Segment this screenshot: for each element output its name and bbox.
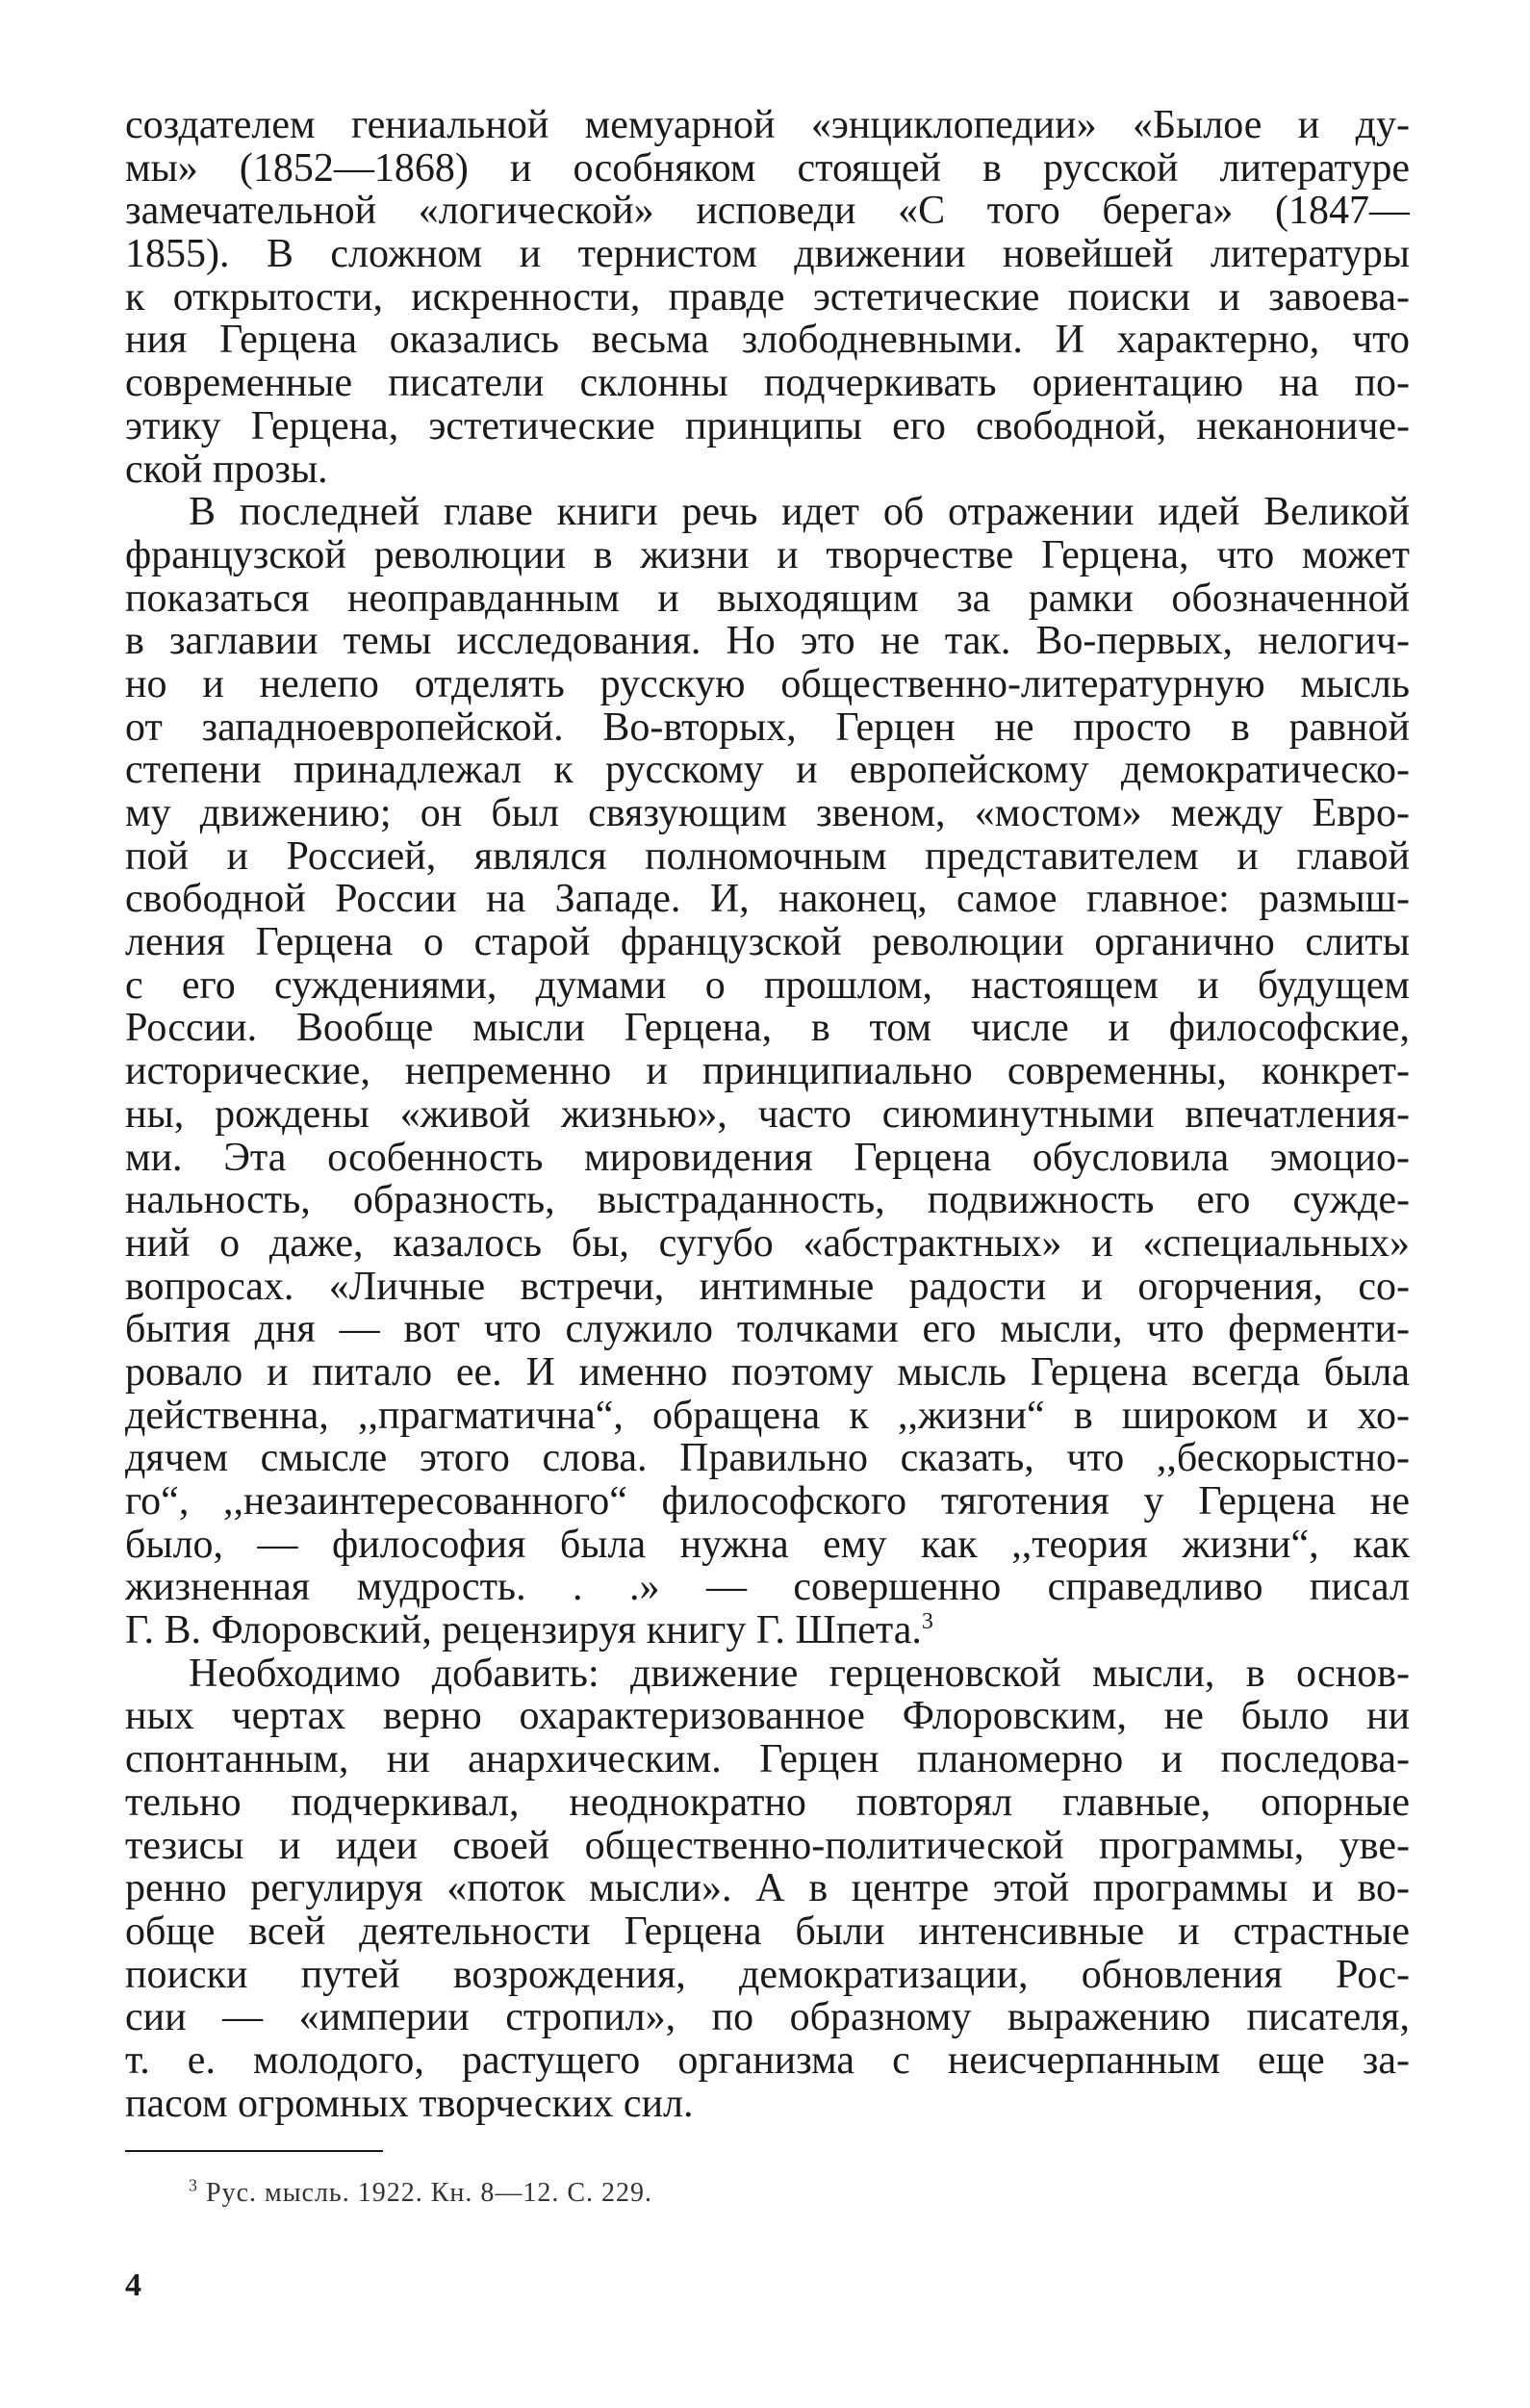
text-line: жизненная мудрость. . .» — совершенно справедливо писал bbox=[125, 1566, 1410, 1610]
text-line: степени принадлежал к русскому и европейскому демократическо- bbox=[125, 749, 1410, 792]
text-line: пой и Россией, являлся полномочным представителем и главой bbox=[125, 834, 1410, 879]
footnote-text: Рус. мысль. 1922. Кн. 8—12. С. 229. bbox=[206, 2178, 653, 2208]
text-line: ления Герцена о старой французской революции органично слиты bbox=[125, 921, 1410, 964]
footnote-reference[interactable]: 3 bbox=[921, 1609, 933, 1635]
page-number: 4 bbox=[125, 2267, 141, 2303]
text-line: 1855). В сложном и тернистом движении новейшей литературы bbox=[125, 233, 1410, 276]
text-line: му движению; он был связующим звеном, «мостом» между Евро- bbox=[125, 792, 1410, 835]
text-line: тельно подчеркивал, неоднократно повторял главные, опорные bbox=[125, 1780, 1410, 1825]
text-line: действенна, ,,прагматична“, обращена к ,,жизни“ в широком и хо- bbox=[125, 1394, 1410, 1438]
text-line: мы» (1852—1868) и особняком стоящей в русской литературе bbox=[125, 146, 1410, 191]
text-line: французской революции в жизни и творчестве Герцена, что может bbox=[125, 533, 1410, 577]
footnote-divider bbox=[125, 2150, 383, 2152]
text-line: показаться неоправданным и выходящим за рамки обозначенной bbox=[125, 576, 1410, 621]
text-line: ренно регулируя «поток мысли». А в центре этой программы и во- bbox=[125, 1867, 1410, 1910]
text-line: к открытости, искренности, правде эстетические поиски и завоева- bbox=[125, 275, 1410, 320]
text-line: поиски путей возрождения, демократизации, обновления Рос- bbox=[125, 1953, 1410, 1997]
text-line: ровало и питало ее. И именно поэтому мысль Герцена всегда была bbox=[125, 1350, 1410, 1395]
text-line: спонтанным, ни анархическим. Герцен планомерно и последова- bbox=[125, 1738, 1410, 1781]
text-line: ний о даже, казалось бы, сугубо «абстрактных» и «специальных» bbox=[125, 1221, 1410, 1266]
text-line: тезисы и идеи своей общественно-политической программы, уве- bbox=[125, 1824, 1410, 1868]
text-line: дячем смысле этого слова. Правильно сказать, что ,,бескорыстно- bbox=[125, 1437, 1410, 1480]
text-line: свободной России на Западе. И, наконец, самое главное: размыш- bbox=[125, 878, 1410, 922]
text-line: России. Вообще мысли Герцена, в том числе и философские, bbox=[125, 1007, 1410, 1051]
text-line: ской прозы. bbox=[125, 448, 328, 492]
text-line: т. е. молодого, растущего организма с неисчерпанным еще за- bbox=[125, 2038, 1410, 2083]
text-line-content: Г. В. Флоровский, рецензируя книгу Г. Шпета. bbox=[125, 1609, 922, 1652]
text-line: Необходимо добавить: движение герценовской мысли, в основ- bbox=[189, 1652, 1410, 1696]
text-line: сии — «империи стропил», по образному выражению писателя, bbox=[125, 1996, 1410, 2039]
text-line: современные писатели склонны подчеркивать ориентацию на по- bbox=[125, 362, 1410, 405]
text-line: ны, рождены «живой жизнью», часто сиюминутными впечатления- bbox=[125, 1092, 1410, 1137]
text-line: го“, ,,незаинтересованного“ философского тяготения у Герцена не bbox=[125, 1480, 1410, 1524]
text-line: в заглавии темы исследования. Но это не так. Во-первых, нелогич- bbox=[125, 620, 1410, 663]
footnote-marker: 3 bbox=[189, 2175, 198, 2195]
text-line: ми. Эта особенность мировидения Герцена обусловила эмоцио- bbox=[125, 1136, 1410, 1180]
text-line: создателем гениальной мемуарной «энциклопедии» «Былое и ду- bbox=[125, 104, 1410, 147]
text-line: пасом огромных творческих сил. bbox=[125, 2082, 694, 2126]
text-line: В последней главе книги речь идет об отражении идей Великой bbox=[189, 491, 1410, 534]
text-line: нальность, образность, выстраданность, подвижность его сужде- bbox=[125, 1179, 1410, 1222]
page-body bbox=[125, 104, 1410, 2125]
text-line: но и нелепо отделять русскую общественно-литературную мысль bbox=[125, 662, 1410, 706]
text-line: от западноевропейской. Во-вторых, Герцен не просто в равной bbox=[125, 705, 1410, 750]
text-line: бытия дня — вот что служило толчками его мысли, что ферменти- bbox=[125, 1308, 1410, 1351]
text-line: замечательной «логической» исповеди «С того берега» (1847— bbox=[125, 190, 1410, 234]
text-line-with-footnote bbox=[125, 1609, 1410, 1652]
text-line: ных чертах верно охарактеризованное Флоровским, не было ни bbox=[125, 1695, 1410, 1739]
text-line: этику Герцена, эстетические принципы его свободной, неканониче- bbox=[125, 404, 1410, 448]
text-line: было, — философия была нужна ему как ,,теория жизни“, как bbox=[125, 1523, 1410, 1567]
text-line: вопросах. «Личные встречи, интимные радости и огорчения, со- bbox=[125, 1265, 1410, 1309]
text-line: ния Герцена оказались весьма злободневными. И характерно, что bbox=[125, 319, 1410, 363]
text-line: обще всей деятельности Герцена были интенсивные и страстные bbox=[125, 1909, 1410, 1954]
text-line: с его суждениями, думами о прошлом, настоящем и будущем bbox=[125, 963, 1410, 1008]
footnote bbox=[189, 2177, 652, 2210]
text-line: исторические, непременно и принципиально современны, конкрет- bbox=[125, 1050, 1410, 1093]
